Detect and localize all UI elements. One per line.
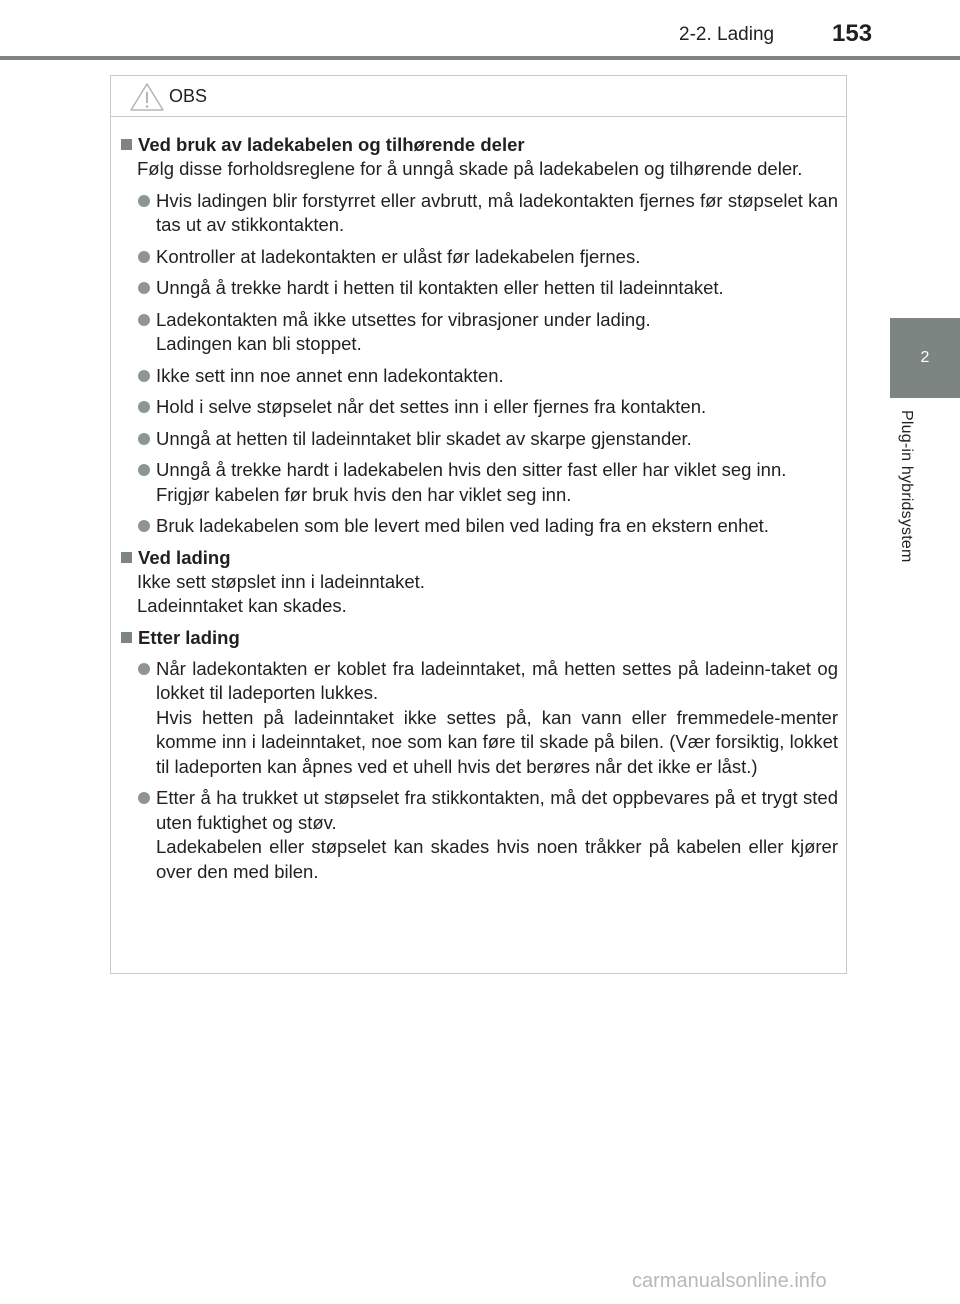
chapter-label: Plug-in hybridsystem [898,410,915,563]
round-bullet-icon [138,401,150,413]
list-item-line: Ikke sett inn noe annet enn ladekontakten. [156,364,504,386]
list-item-line: Unngå å trekke hardt i ladekabelen hvis den sitter fast eller har viklet seg inn. [156,459,787,480]
list-item [137,308,838,357]
list-item [137,786,838,884]
list-item-text [156,308,838,357]
round-bullet-icon [138,663,150,675]
round-bullet-icon [138,520,150,532]
section-title [119,133,838,157]
list-item-line: Ladingen kan bli stoppet. [156,333,362,354]
list-item-line: Frigjør kabelen før bruk hvis den har viklet seg inn. [156,483,572,505]
list-item-line: Ladekabelen eller støpselet kan skades hvis noen tråkker på kabelen eller kjører over den med bilen. [156,836,838,882]
list-item-line: Unngå at hetten til ladeinntaket blir skadet av skarpe gjenstander. [156,427,692,449]
list-item-text [156,245,838,270]
section-title [119,546,838,570]
section-header: 2-2. Lading [679,24,775,45]
section-text: Ladeinntaket kan skades. [137,595,347,616]
list-item-text [156,395,838,420]
list-item-line: Ladekontakten må ikke utsettes for vibrasjoner under lading. [156,308,651,330]
list-item-text [156,364,838,389]
square-bullet-icon [121,552,132,563]
list-item-line: Unngå å trekke hardt i hetten til kontakten eller hetten til ladeinntaket. [156,277,724,298]
square-bullet-icon [121,632,132,643]
list-item [137,276,838,301]
caution-body [111,117,846,884]
section-title [119,626,838,650]
caution-label: OBS [169,86,208,106]
list-item [137,395,838,420]
round-bullet-icon [138,792,150,804]
caution-box [110,75,847,974]
list-item-text [156,189,838,238]
list-item [137,364,838,389]
caution-section [119,133,838,539]
header-rule [0,56,960,60]
list-item [137,657,838,780]
list-item-line: Bruk ladekabelen som ble levert med bilen ved lading fra en ekstern enhet. [156,515,769,536]
list-item [137,427,838,452]
chapter-number: 2 [920,349,930,366]
list-item-text [156,786,838,884]
page-number: 153 [832,20,873,47]
square-bullet-icon [121,139,132,150]
list-item-text [156,514,838,539]
list-item-line: Når ladekontakten er koblet fra ladeinntaket, må hetten settes på ladeinn-taket og lokket til ladeporten lukkes. [156,657,838,703]
section-title-text: Etter lading [138,626,240,648]
list-item [137,514,838,539]
section-title-text: Ved bruk av ladekabelen og tilhørende deler [138,134,525,155]
section-title-text: Ved lading [138,546,231,568]
round-bullet-icon [138,370,150,382]
list-item [137,458,838,507]
list-item-text [156,276,838,301]
list-item-line: Etter å ha trukket ut støpselet fra stikkontakten, må det oppbevares på et trygt sted uten fuktighet og støv. [156,787,838,833]
list-item-line: Kontroller at ladekontakten er ulåst før ladekabelen fjernes. [156,245,641,267]
caution-section [119,546,838,619]
round-bullet-icon [138,251,150,263]
section-text: Ikke sett støpslet inn i ladeinntaket. [137,570,425,592]
round-bullet-icon [138,464,150,476]
caution-header [111,76,846,117]
caution-section [119,626,838,885]
list-item-text [156,458,838,507]
watermark: carmanualsonline.info [632,1270,827,1292]
section-text: Følg disse forholdsreglene for å unngå skade på ladekabelen og tilhørende deler. [137,158,803,179]
round-bullet-icon [138,314,150,326]
list-item-text [156,657,838,780]
round-bullet-icon [138,195,150,207]
round-bullet-icon [138,433,150,445]
list-item [137,245,838,270]
warning-triangle-icon [129,82,165,112]
list-item-line: Hvis ladingen blir forstyrret eller avbrutt, må ladekontakten fjernes før støpselet kan tas ut av stikkontakten. [156,189,838,235]
list-item-text [156,427,838,452]
list-item-line: Hold i selve støpselet når det settes inn i eller fjernes fra kontakten. [156,396,707,417]
round-bullet-icon [138,282,150,294]
list-item [137,189,838,238]
list-item-line: Hvis hetten på ladeinntaket ikke settes på, kan vann eller fremmedele-menter komme inn i ladeinntaket, noe som kan føre til skade på bilen. (Vær forsiktig, lokket til ladeporten kan åpnes ved et uhell hvis det berøres når det ikke er låst.) [156,706,838,777]
chapter-tab [890,318,960,398]
